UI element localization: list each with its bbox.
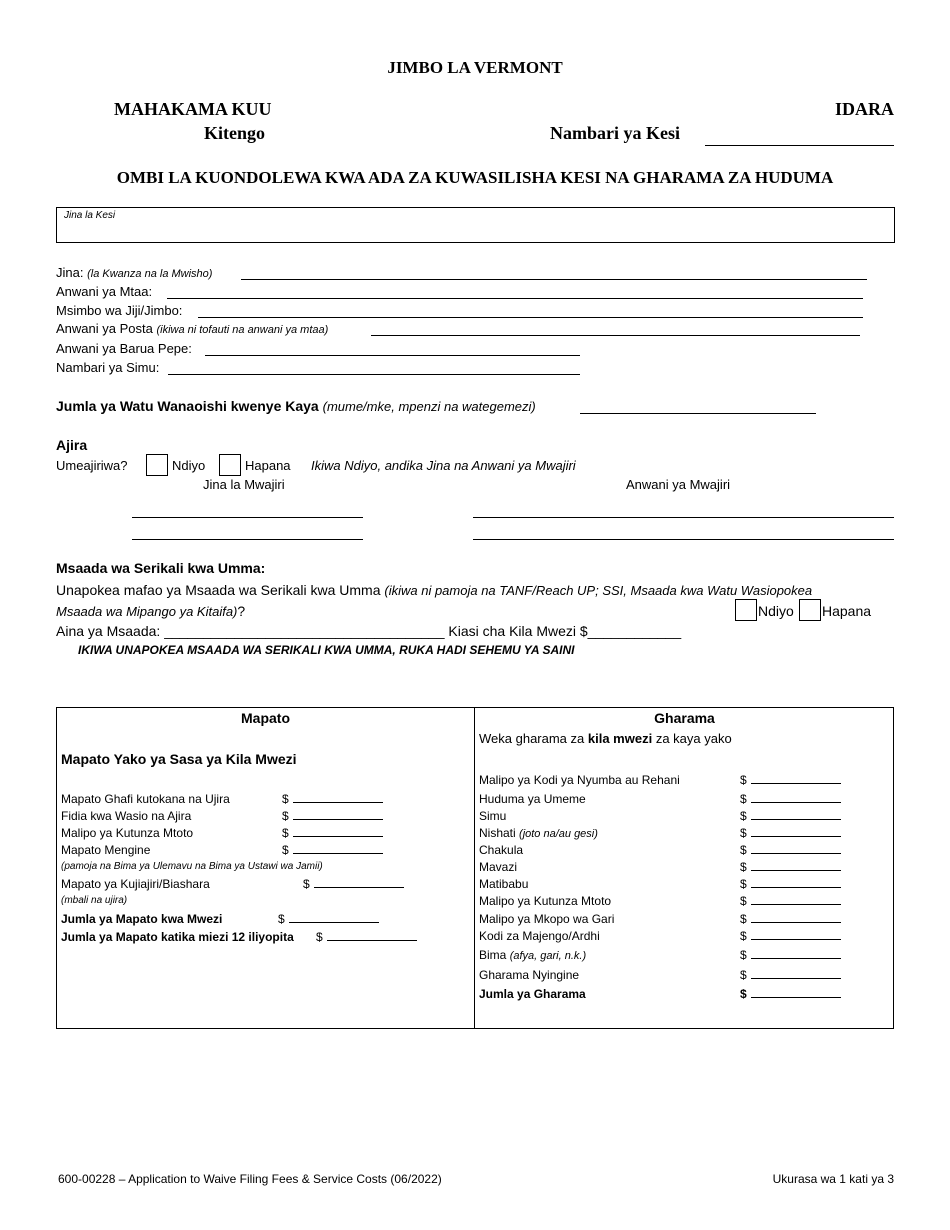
name-label: Jina (56, 265, 80, 280)
assistance-question-mark: ? (237, 603, 246, 619)
employer-name-field-2[interactable] (132, 539, 363, 540)
expense-total: Jumla ya Gharama (479, 987, 586, 1001)
assistance-heading: Msaada wa Serikali kwa Umma: (56, 560, 266, 576)
expense-row-electricity: Huduma ya Umeme (479, 792, 586, 806)
expense-row-child-care: Malipo ya Kutunza Mtoto (479, 894, 612, 908)
income-wages-field[interactable]: $ (282, 792, 383, 806)
name-colon: : (79, 265, 84, 280)
expenses-intro-bold: kila mwezi (587, 731, 653, 746)
assistance-amount-field[interactable]: ____________ (587, 623, 682, 639)
table-divider (474, 707, 475, 1029)
footer-form-id: 600-00228 – Application to Waive Filing Fees & Service Costs (06/2022) (58, 1172, 442, 1186)
income-self-note: (mbali na ujira) (61, 895, 128, 906)
income-heading: Mapato (241, 710, 290, 726)
expense-electricity-field[interactable]: $ (740, 792, 841, 806)
employed-yes-checkbox[interactable] (146, 454, 168, 476)
expense-clothing-field[interactable]: $ (740, 860, 841, 874)
employer-address-label: Anwani ya Mwajiri (626, 477, 731, 492)
expenses-intro (479, 731, 732, 746)
income-row-wages: Mapato Ghafi kutokana na Ujira (61, 792, 230, 806)
income-unemployment-field[interactable]: $ (282, 809, 383, 823)
assistance-yes-checkbox[interactable] (735, 599, 757, 621)
division-label: IDARA (834, 99, 894, 119)
name-hint: (la Kwanza na la Mwisho) (87, 268, 213, 280)
employment-instruction: Ikiwa Ndiyo, andika Jina na Anwani ya Mwajiri (311, 458, 576, 473)
expenses-intro-end: za kaya yako (655, 731, 732, 746)
phone-label: Nambari ya Simu: (56, 360, 160, 375)
household-field[interactable] (580, 413, 816, 414)
income-total-12-months: Jumla ya Mapato katika miezi 12 iliyopita (61, 930, 294, 944)
income-other-field[interactable]: $ (282, 843, 383, 857)
street-field[interactable] (167, 298, 863, 299)
expense-row-phone: Simu (479, 809, 507, 823)
household-hint: (mume/mke, mpenzi na wategemezi) (322, 399, 536, 414)
income-row-unemployment: Fidia kwa Wasio na Ajira (61, 809, 192, 823)
assistance-amount-label: Kiasi cha Kila Mwezi $ (448, 623, 588, 639)
employment-heading: Ajira (56, 437, 88, 453)
street-label: Anwani ya Mtaa: (56, 284, 153, 299)
employer-name-label: Jina la Mwajiri (203, 477, 285, 492)
expense-row-other: Gharama Nyingine (479, 968, 580, 982)
town-field[interactable] (198, 317, 863, 318)
income-child-support-field[interactable]: $ (282, 826, 383, 840)
expense-phone-field[interactable]: $ (740, 809, 841, 823)
household-label: Jumla ya Watu Wanaoishi kwenye Kaya (56, 398, 319, 414)
expenses-intro-start: Weka gharama za (479, 731, 585, 746)
case-name-label: Jina la Kesi (64, 210, 116, 221)
state-title: JIMBO LA VERMONT (387, 58, 563, 77)
expense-insurance-label: Bima (479, 948, 507, 962)
postal-label: Anwani ya Posta (56, 321, 153, 336)
assistance-no-checkbox[interactable] (799, 599, 821, 621)
expense-fuel-hint: (joto na/au gesi) (519, 828, 598, 840)
expense-insurance-hint: (afya, gari, n.k.) (509, 950, 587, 962)
income-subheading: Mapato Yako ya Sasa ya Kila Mwezi (61, 751, 297, 767)
expense-row-food: Chakula (479, 843, 524, 857)
employer-address-field-2[interactable] (473, 539, 894, 540)
postal-hint: (ikiwa ni tofauti na anwani ya mtaa) (156, 324, 329, 336)
assistance-type-row (56, 623, 681, 639)
court-name: MAHAKAMA KUU (114, 99, 272, 119)
expense-rent-field[interactable]: $ (740, 773, 841, 787)
email-label: Anwani ya Barua Pepe: (56, 341, 192, 356)
income-other-note: (pamoja na Bima ya Ulemavu na Bima ya Ustawi wa Jamii) (61, 861, 323, 872)
expense-row-car-loan: Malipo ya Mkopo wa Gari (479, 912, 615, 926)
expenses-heading: Gharama (654, 710, 715, 726)
phone-field[interactable] (168, 374, 580, 375)
expense-row-medical: Matibabu (479, 877, 529, 891)
expense-property-tax-field[interactable]: $ (740, 929, 841, 943)
expense-medical-field[interactable]: $ (740, 877, 841, 891)
name-field[interactable] (241, 279, 867, 280)
footer-page-number: Ukurasa wa 1 kati ya 3 (772, 1172, 894, 1186)
form-title: OMBI LA KUONDOLEWA KWA ADA ZA KUWASILISHA KESI NA GHARAMA ZA HUDUMA (116, 168, 834, 187)
case-number-label: Nambari ya Kesi (550, 123, 680, 143)
employed-yes-label: Ndiyo (172, 458, 206, 473)
employer-name-field-1[interactable] (132, 517, 363, 518)
income-total-12-field[interactable]: $ (316, 930, 417, 944)
email-field[interactable] (205, 355, 580, 356)
unit-label: Kitengo (204, 123, 265, 143)
assistance-type-field[interactable]: ____________________________________ (164, 623, 445, 639)
case-number-field[interactable] (705, 145, 894, 146)
postal-field[interactable] (371, 335, 860, 336)
assistance-yes-label: Ndiyo (758, 603, 794, 619)
expense-row-insurance (479, 948, 586, 962)
assistance-skip-note: IKIWA UNAPOKEA MSAADA WA SERIKALI KWA UMMA, RUKA HADI SEHEMU YA SAINI (78, 643, 575, 657)
assistance-hint-2: Msaada wa Mipango ya Kitaifa) (56, 604, 238, 619)
income-row-self-employment: Mapato ya Kujiajiri/Biashara (61, 877, 210, 891)
employed-no-checkbox[interactable] (219, 454, 241, 476)
expense-other-field[interactable]: $ (740, 968, 841, 982)
expense-row-fuel (479, 826, 598, 840)
expense-child-care-field[interactable]: $ (740, 894, 841, 908)
expense-row-property-tax: Kodi za Majengo/Ardhi (479, 929, 600, 943)
assistance-no-label: Hapana (822, 603, 872, 619)
employment-question: Umeajiriwa? (56, 458, 128, 473)
assistance-question: Unapokea mafao ya Msaada wa Serikali kwa Umma (56, 582, 381, 598)
name-row (56, 265, 212, 280)
expense-car-loan-field[interactable]: $ (740, 912, 841, 926)
expense-row-rent: Malipo ya Kodi ya Nyumba au Rehani (479, 773, 680, 787)
income-self-employment-field[interactable]: $ (303, 877, 404, 891)
assistance-question-line1 (56, 582, 812, 598)
income-row-other: Mapato Mengine (61, 843, 151, 857)
postal-row (56, 321, 328, 336)
household-row (56, 398, 536, 414)
income-row-child-support: Malipo ya Kutunza Mtoto (61, 826, 194, 840)
employed-no-label: Hapana (245, 458, 291, 473)
expense-insurance-field[interactable]: $ (740, 948, 841, 962)
town-label: Msimbo wa Jiji/Jimbo: (56, 303, 183, 318)
employer-address-field-1[interactable] (473, 517, 894, 518)
expense-total-field[interactable]: $ (740, 987, 841, 1001)
assistance-hint-1: (ikiwa ni pamoja na TANF/Reach UP; SSI, Msaada kwa Watu Wasiopokea (384, 583, 813, 598)
assistance-question-line2 (56, 603, 245, 619)
income-total-monthly-field[interactable]: $ (278, 912, 379, 926)
case-name-box[interactable] (56, 207, 895, 243)
expense-food-field[interactable]: $ (740, 843, 841, 857)
expense-row-clothing: Mavazi (479, 860, 518, 874)
expense-fuel-field[interactable]: $ (740, 826, 841, 840)
expense-fuel-label: Nishati (479, 826, 516, 840)
income-total-monthly: Jumla ya Mapato kwa Mwezi (61, 912, 223, 926)
assistance-type-label: Aina ya Msaada: (56, 623, 161, 639)
